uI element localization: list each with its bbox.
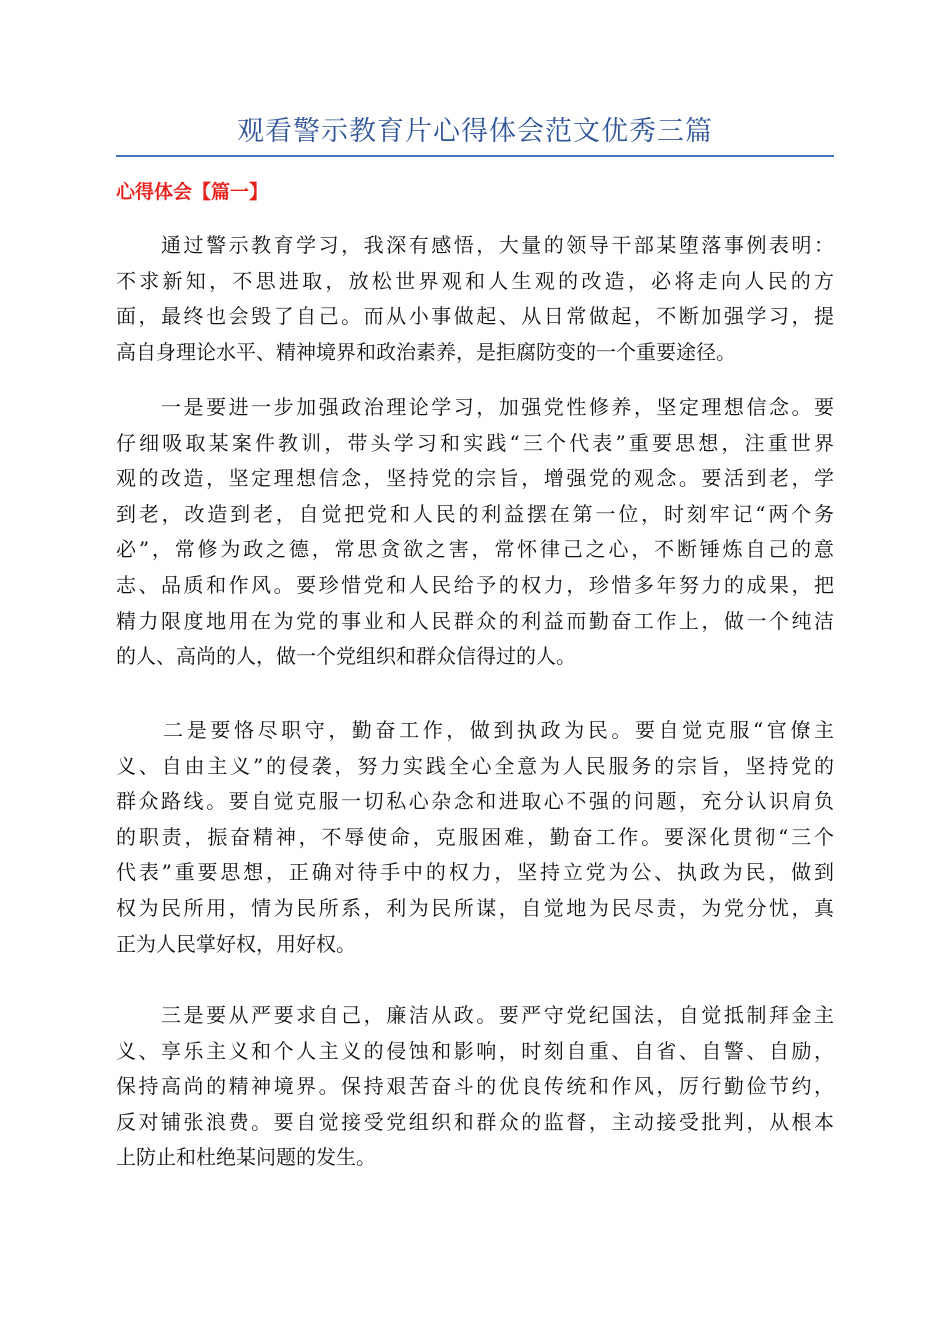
paragraph-line: 反对铺张浪费。要自觉接受党组织和群众的监督，主动接受批判，从根本 [116,1109,834,1134]
paragraph-line: 一是要进一步加强政治理论学习，加强党性修养，坚定理想信念。要 [116,395,834,419]
paragraph-line: 高自身理论水平、精神境界和政治素养，是拒腐防变的一个重要途径。 [116,339,736,364]
paragraph-line: 面，最终也会毁了自己。而从小事做起、从日常做起，不断加强学习，提 [116,304,834,329]
paragraph-line: 义、自由主义”的侵袭，努力实践全心全意为人民服务的宗旨，坚持党的 [116,753,834,778]
paragraph-line: 代表”重要思想，正确对待手中的权力，坚持立党为公、执政为民，做到 [116,860,834,885]
paragraph-line: 仔细吸取某案件教训，带头学习和实践“三个代表”重要思想，注重世界 [116,430,834,455]
paragraph-line: 的人、高尚的人，做一个党组织和群众信得过的人。 [116,644,576,669]
paragraph-line: 义、享乐主义和个人主义的侵蚀和影响，时刻自重、自省、自警、自励， [116,1038,834,1063]
paragraph-line: 精力限度地用在为党的事业和人民群众的利益而勤奋工作上，做一个纯洁 [116,608,834,633]
paragraph-line: 保持高尚的精神境界。保持艰苦奋斗的优良传统和作风，厉行勤俭节约， [116,1074,834,1099]
paragraph-line: 必”，常修为政之德，常思贪欲之害，常怀律己之心，不断锤炼自己的意 [116,537,834,562]
paragraph-line: 权为民所用，情为民所系，利为民所谋，自觉地为民尽责，为党分忧，真 [116,895,834,920]
paragraph-4 [116,998,834,1176]
paragraph-line: 到老，改造到老，自觉把党和人民的利益摆在第一位，时刻牢记“两个务 [116,501,834,526]
paragraph-line: 不求新知，不思进取，放松世界观和人生观的改造，必将走向人民的方 [116,268,834,293]
paragraph-line: 志、品质和作风。要珍惜党和人民给予的权力，珍惜多年努力的成果，把 [116,572,834,597]
paragraph-line: 通过警示教育学习，我深有感悟，大量的领导干部某堕落事例表明： [116,233,834,257]
paragraph-line: 群众路线。要自觉克服一切私心杂念和进取心不强的问题，充分认识肩负 [116,789,834,814]
paragraph-2 [116,390,834,675]
paragraph-line: 三是要从严要求自己，廉洁从政。要严守党纪国法，自觉抵制拜金主 [116,1003,834,1027]
paragraph-line: 观的改造，坚定理想信念，坚持党的宗旨，增强党的观念。要活到老，学 [116,466,834,491]
title-underline [116,155,834,157]
document-title: 观看警示教育片心得体会范文优秀三篇 [237,116,713,147]
section-heading: 心得体会【篇一】 [116,181,269,203]
paragraph-3 [116,713,834,962]
paragraph-line: 的职责，振奋精神，不辱使命，克服困难，勤奋工作。要深化贯彻“三个 [116,824,834,849]
paragraph-line: 上防止和杜绝某问题的发生。 [116,1145,376,1170]
paragraph-line: 二是要恪尽职守，勤奋工作，做到执政为民。要自觉克服“官僚主 [116,718,834,742]
paragraph-1 [116,228,834,370]
paragraph-line: 正为人民掌好权，用好权。 [116,931,356,956]
